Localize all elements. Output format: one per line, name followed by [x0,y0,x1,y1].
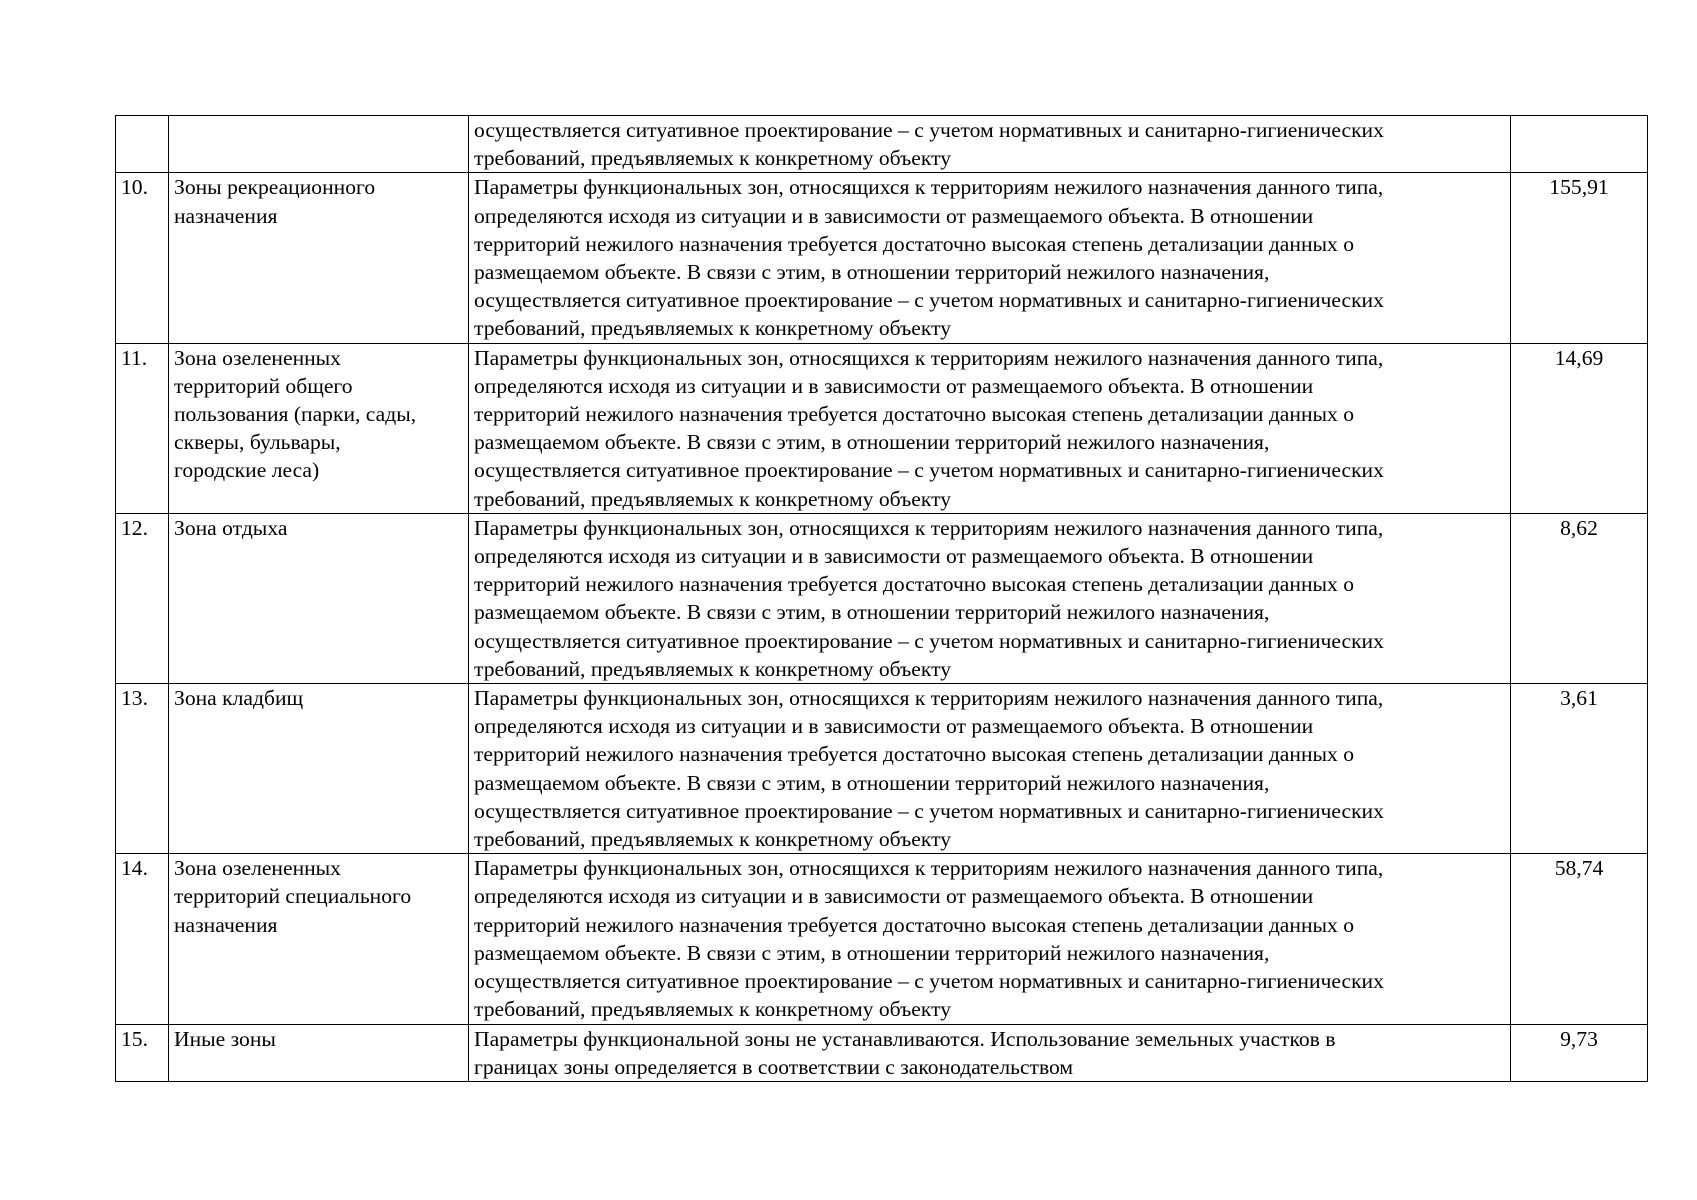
zone-area-cell: 58,74 [1511,854,1648,1024]
table-row [116,513,1648,683]
zone-name-cell: Зона кладбищ [169,684,469,854]
zone-name-cell: Зона озелененных территорий общего пользования (парки, сады, скверы, бульвары, городские леса) [169,343,469,513]
zone-number-cell: 10. [116,173,169,343]
zone-area-cell [1511,116,1648,173]
zone-name-cell: Зона отдыха [169,513,469,683]
table-row [116,1024,1648,1081]
zone-description-cell: Параметры функциональных зон, относящихся к территориям нежилого назначения данного типа, определяются исходя из ситуации и в зависимости от размещаемого объекта. В отношении территорий нежилого назначения требуется достаточно высокая степень детализации данных о размещаемом объекте. В связи с этим, в отношении территорий нежилого назначения, осуществляется ситуативное проектирование – с учетом нормативных и санитарно-гигиенических требований, предъявляемых к конкретному объекту [469,513,1511,683]
zone-description-cell: Параметры функциональной зоны не устанавливаются. Использование земельных участков в границах зоны определяется в соответствии с законодательством [469,1024,1511,1081]
zone-name-cell [169,116,469,173]
zone-number-cell [116,116,169,173]
zone-name-cell: Зона озелененных территорий специального назначения [169,854,469,1024]
zone-name-cell: Зоны рекреационного назначения [169,173,469,343]
table-row [116,684,1648,854]
table-row [116,116,1648,173]
zone-description-cell: осуществляется ситуативное проектирование – с учетом нормативных и санитарно-гигиенических требований, предъявляемых к конкретному объекту [469,116,1511,173]
zone-area-cell: 9,73 [1511,1024,1648,1081]
zone-area-cell: 14,69 [1511,343,1648,513]
zone-description-cell: Параметры функциональных зон, относящихся к территориям нежилого назначения данного типа, определяются исходя из ситуации и в зависимости от размещаемого объекта. В отношении территорий нежилого назначения требуется достаточно высокая степень детализации данных о размещаемом объекте. В связи с этим, в отношении территорий нежилого назначения, осуществляется ситуативное проектирование – с учетом нормативных и санитарно-гигиенических требований, предъявляемых к конкретному объекту [469,684,1511,854]
zone-number-cell: 11. [116,343,169,513]
table-row [116,173,1648,343]
zone-name-cell: Иные зоны [169,1024,469,1081]
zone-description-cell: Параметры функциональных зон, относящихся к территориям нежилого назначения данного типа, определяются исходя из ситуации и в зависимости от размещаемого объекта. В отношении территорий нежилого назначения требуется достаточно высокая степень детализации данных о размещаемом объекте. В связи с этим, в отношении территорий нежилого назначения, осуществляется ситуативное проектирование – с учетом нормативных и санитарно-гигиенических требований, предъявляемых к конкретному объекту [469,173,1511,343]
zone-area-cell: 8,62 [1511,513,1648,683]
zones-table-body [116,116,1648,1082]
zone-description-cell: Параметры функциональных зон, относящихся к территориям нежилого назначения данного типа, определяются исходя из ситуации и в зависимости от размещаемого объекта. В отношении территорий нежилого назначения требуется достаточно высокая степень детализации данных о размещаемом объекте. В связи с этим, в отношении территорий нежилого назначения, осуществляется ситуативное проектирование – с учетом нормативных и санитарно-гигиенических требований, предъявляемых к конкретному объекту [469,854,1511,1024]
zones-table [115,115,1648,1082]
zone-area-cell: 155,91 [1511,173,1648,343]
table-row [116,854,1648,1024]
zone-description-cell: Параметры функциональных зон, относящихся к территориям нежилого назначения данного типа, определяются исходя из ситуации и в зависимости от размещаемого объекта. В отношении территорий нежилого назначения требуется достаточно высокая степень детализации данных о размещаемом объекте. В связи с этим, в отношении территорий нежилого назначения, осуществляется ситуативное проектирование – с учетом нормативных и санитарно-гигиенических требований, предъявляемых к конкретному объекту [469,343,1511,513]
zone-number-cell: 15. [116,1024,169,1081]
zone-area-cell: 3,61 [1511,684,1648,854]
zone-number-cell: 13. [116,684,169,854]
table-row [116,343,1648,513]
zone-number-cell: 14. [116,854,169,1024]
zone-number-cell: 12. [116,513,169,683]
